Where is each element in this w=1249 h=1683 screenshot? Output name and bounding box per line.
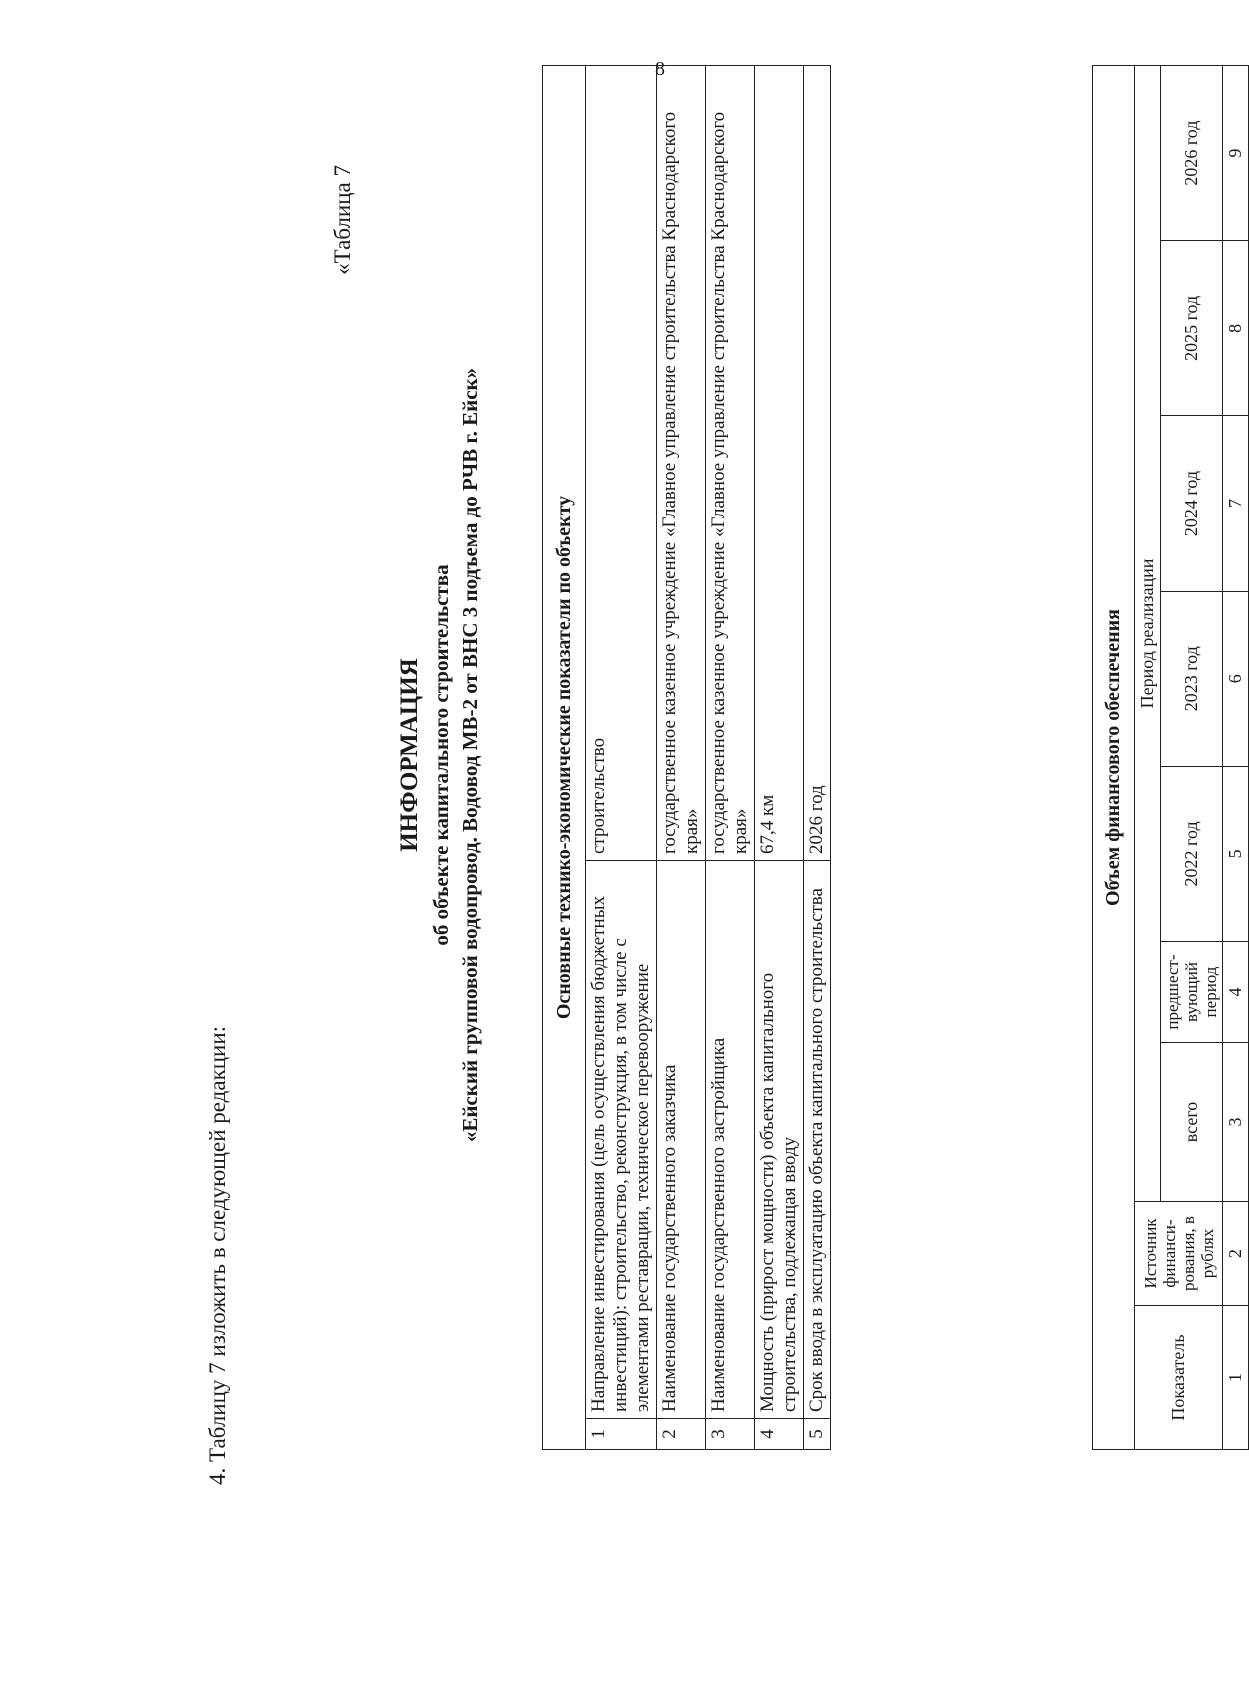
financing-table [1092, 65, 1249, 1450]
heading-object-name: «Ейский групповой водопровод. Водовод МВ-2 от ВНС 3 подъема до РЧВ г. Ейск» [458, 367, 482, 1143]
row-number: 3 [706, 1419, 755, 1450]
row-value: 67,4 км [755, 66, 804, 861]
row-label: Мощность (прирост мощности) объекта капитального строительства, подлежащая вводу [755, 861, 804, 1419]
col-header-2025: 2025 год [1161, 241, 1223, 416]
col-number: 1 [1223, 1306, 1249, 1450]
col-header-previous: предшест- вующий период [1161, 942, 1223, 1043]
col-header-indicator: Показатель [1135, 1306, 1223, 1450]
rotated-page-content [205, 25, 1245, 1485]
table-row [804, 66, 831, 1450]
table-row [657, 66, 706, 1450]
heading-title: ИНФОРМАЦИЯ [396, 658, 423, 852]
table-row [755, 66, 804, 1450]
table-row [586, 66, 657, 1450]
col-number: 4 [1223, 942, 1249, 1043]
row-label: Срок ввода в эксплуатацию объекта капитального строительства [804, 861, 831, 1419]
row-value: 2026 год [804, 66, 831, 861]
row-number: 5 [804, 1419, 831, 1450]
col-header-2022: 2022 год [1161, 766, 1223, 941]
col-number: 2 [1223, 1202, 1249, 1306]
indicators-table [542, 65, 831, 1450]
row-label: Наименование государственного заказчика [657, 861, 706, 1419]
col-header-2026: 2026 год [1161, 66, 1223, 241]
period-header: Период реализации [1135, 66, 1161, 1202]
table-row [706, 66, 755, 1450]
col-header-source: Источник финанси- рования, в рублях [1135, 1202, 1223, 1306]
col-number: 6 [1223, 591, 1249, 766]
col-number: 3 [1223, 1043, 1249, 1202]
col-header-2023: 2023 год [1161, 591, 1223, 766]
row-number: 1 [586, 1419, 657, 1450]
table-row [1223, 66, 1249, 1450]
col-number: 9 [1223, 66, 1249, 241]
heading-subtitle: об объекте капитального строительства [429, 564, 453, 946]
col-number: 8 [1223, 241, 1249, 416]
col-number: 5 [1223, 766, 1249, 941]
page-number: 8 [655, 58, 665, 80]
document-heading [393, 25, 485, 1485]
col-header-2024: 2024 год [1161, 416, 1223, 591]
row-label: Направление инвестирования (цель осуществления бюджетных инвестиций): строительство, реконструкция, в том числе с элементами реставрации, техническое перевооружение [586, 861, 657, 1419]
row-number: 4 [755, 1419, 804, 1450]
financing-title: Объем финансового обеспечения [1093, 66, 1135, 1450]
indicators-title: Основные технико-экономические показатели по объекту [543, 66, 586, 1450]
col-header-total: всего [1161, 1043, 1223, 1202]
row-value: государственное казенное учреждение «Главное управление строительства Краснодарского края» [706, 66, 755, 861]
row-value: государственное казенное учреждение «Главное управление строительства Краснодарского края» [657, 66, 706, 861]
row-number: 2 [657, 1419, 706, 1450]
row-value: строительство [586, 66, 657, 861]
row-label: Наименование государственного застройщика [706, 861, 755, 1419]
table-reference: «Таблица 7 [330, 165, 355, 275]
intro-text: 4. Таблицу 7 изложить в следующей редакции: [205, 1025, 230, 1485]
col-number: 7 [1223, 416, 1249, 591]
